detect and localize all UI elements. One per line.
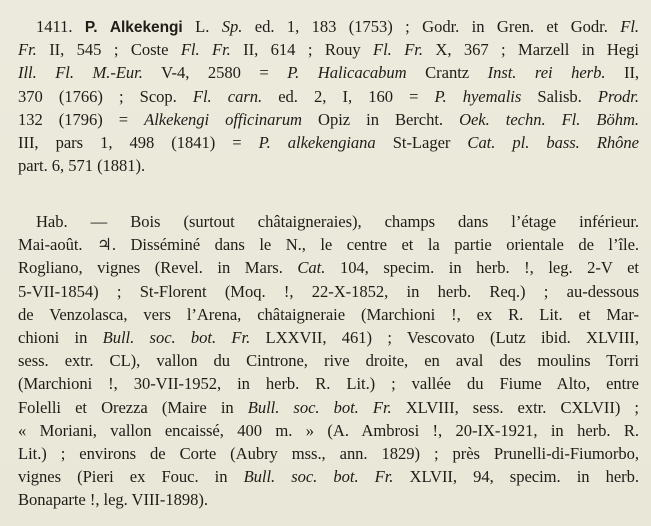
text-segment: St-Lager: [375, 132, 468, 152]
text-line: [18, 349, 639, 372]
habitat-paragraph: [18, 210, 639, 511]
text-segment: (Marchioni !, 30-VII-1952, in herb. R. Lit.) ; vallée du Fiume Alto, entre: [18, 374, 639, 394]
text-line: [18, 488, 639, 511]
text-segment: Lit.) ; environs de Corte (Aubry mss., ann. 1829) ; près Prunelli-di-Fiumorbo,: [18, 443, 639, 463]
text-segment: II, 545 ; Coste: [36, 40, 181, 60]
text-segment: Hab. — Bois (surtout châtaigneraies), champs dans l’étage inférieur.: [36, 212, 639, 231]
italic-segment: P. Halicacabum: [287, 63, 407, 83]
text-segment: « Moriani, vallon encaissé, 400 m. » (A. Ambrosi !, 20-IX-1921, in herb. R.: [18, 420, 639, 440]
text-segment: sess. extr. CL), vallon du Cintrone, rive droite, en aval des moulins Torri: [18, 351, 639, 371]
text-segment: II, 614 ; Rouy: [230, 40, 374, 60]
italic-segment: P. alkekengiana: [258, 132, 376, 152]
text-line: [18, 303, 639, 326]
text-line: [18, 372, 639, 395]
text-line: [18, 256, 639, 279]
text-segment: X, 367 ; Marzell in Hegi: [422, 40, 639, 60]
italic-segment: Fl. Fr.: [180, 40, 231, 60]
text-segment: V-4, 2580 =: [142, 63, 288, 83]
italic-segment: Fr.: [18, 40, 37, 60]
nomenclature-paragraph: [18, 15, 639, 177]
text-segment: 132 (1796) =: [18, 109, 145, 129]
text-line: [18, 280, 639, 303]
text-line: [18, 326, 639, 349]
italic-segment: Alkekengi officinarum: [144, 109, 302, 129]
text-segment: ed. 2, I, 160 =: [262, 86, 435, 106]
italic-segment: Ill. Fl. M.-Eur.: [18, 63, 143, 83]
text-line: [18, 85, 639, 108]
italic-segment: Sp.: [221, 17, 243, 36]
text-line: [18, 419, 639, 442]
text-segment: 104, specim. in herb. !, leg. 2-V et: [325, 258, 639, 278]
text-line: [18, 442, 639, 465]
text-segment: Rogliano, vignes (Revel. in Mars.: [18, 258, 298, 278]
text-segment: chioni in: [18, 327, 103, 347]
text-line: [18, 108, 639, 131]
text-segment: ed. 1, 183 (1753) ; Godr. in Gren. et Godr.: [242, 17, 621, 36]
text-segment: II,: [605, 63, 639, 83]
text-line: [18, 131, 639, 154]
text-segment: XLVIII, sess. extr. CXLVII) ;: [391, 397, 639, 417]
text-segment: Folelli et Orezza (Maire in: [18, 397, 248, 417]
italic-segment: Inst. rei herb.: [487, 63, 606, 83]
text-segment: vignes (Pieri ex Fouc. in: [18, 467, 244, 487]
genus-abbrev: P.: [84, 19, 98, 36]
text-line: [18, 38, 639, 61]
text-segment: III, pars 1, 498 (1841) =: [18, 132, 259, 152]
text-line: [18, 233, 639, 256]
italic-segment: P. hyemalis: [434, 86, 522, 106]
italic-segment: Cat.: [297, 258, 326, 278]
italic-segment: Oek. techn. Fl. Böhm.: [459, 109, 639, 129]
italic-segment: Fl. carn.: [192, 86, 263, 106]
text-segment: Salisb.: [521, 86, 598, 106]
italic-segment: Fl.: [620, 17, 639, 36]
text-line: [18, 396, 639, 419]
italic-segment: Fl. Fr.: [373, 40, 423, 60]
text-segment: Crantz: [406, 63, 488, 83]
text-line: [18, 15, 639, 38]
text-segment: LXXVII, 461) ; Vescovato (Lutz ibid. XLVIII,: [250, 327, 639, 347]
italic-segment: Bull. soc. bot. Fr.: [102, 327, 251, 347]
italic-segment: Bull. soc. bot. Fr.: [247, 397, 392, 417]
italic-segment: Bull. soc. bot. Fr.: [243, 467, 394, 487]
text-segment: L.: [182, 17, 222, 36]
text-line: [18, 154, 639, 177]
text-segment: Mai-août. ♃. Disséminé dans le N., le centre et la partie orientale de l’île.: [18, 235, 639, 255]
species-number: 1411.: [36, 17, 73, 36]
text-segment: XLVII, 94, specim. in herb.: [393, 467, 639, 487]
italic-segment: Cat. pl. bass. Rhône: [467, 132, 639, 152]
text-segment: 370 (1766) ; Scop.: [18, 86, 193, 106]
text-segment: Opiz in Bercht.: [302, 109, 460, 129]
text-line: [18, 61, 639, 84]
text-segment: part. 6, 571 (1881).: [18, 156, 146, 176]
species-name: Alkekengi: [109, 19, 183, 36]
text-segment: Bonaparte !, leg. VIII-1898).: [18, 490, 208, 510]
text-segment: 5-VII-1854) ; St-Florent (Moq. !, 22-X-1852, in herb. Req.) ; au-dessous: [18, 281, 639, 301]
text-segment: de Venzolasca, vers l’Arena, châtaigneraie (Marchioni !, ex R. Lit. et Mar-: [18, 304, 639, 324]
italic-segment: Prodr.: [597, 86, 639, 106]
text-line: [18, 210, 639, 233]
text-line: [18, 465, 639, 488]
